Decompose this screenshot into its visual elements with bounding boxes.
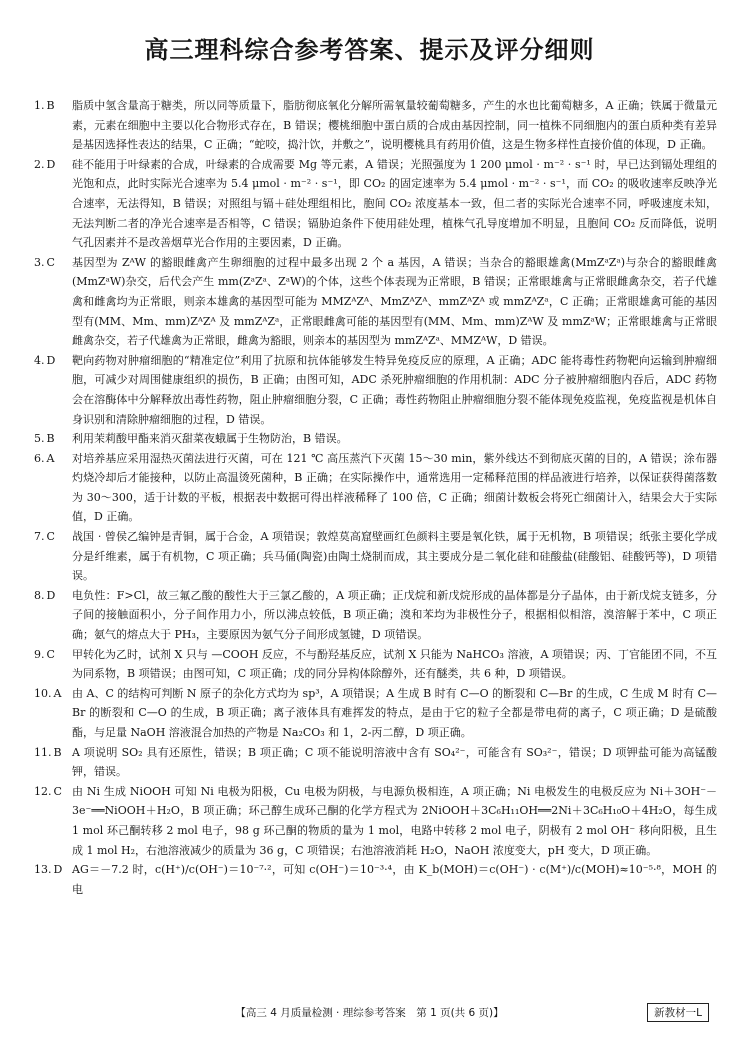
answer-item [34,351,717,429]
answer-item [34,527,717,586]
answer-head [34,449,72,527]
question-number: 11. [34,745,52,759]
answer-head [34,684,72,743]
answer-letter: C [46,530,55,544]
answer-item [34,743,717,782]
answer-item [34,586,717,645]
answer-explanation: 硅不能用于叶绿素的合成，叶绿素的合成需要 Mg 等元素，A 错误；光照强度为 1 200 μmol · m⁻² · s⁻¹ 时，早已达到镉处理组的光饱和点，此时实际光合速率为 5.4 μmol · m⁻² · s⁻¹，即 CO₂ 的固定速率为 5.4 μmol · m⁻² · s⁻¹，而 CO₂ 的吸收速率反映净光合速率，无法得知，B 错误；对照组与镉＋硅处理组相比，胞间 CO₂ 浓度基本一致，但二者的实际光合速率不同，呼吸速度未知，无法判断二者的净光合速率是否相等，C 错误；镉胁迫条件下使用硅处理，植株气孔导度增加不明显，且胞间 CO₂ 反而降低，说明气孔因素并不是改善烟草光合作用的主要因素，D 正确。 [72,157,717,250]
answer-explanation: 利用茉莉酸甲酯来消灭甜菜夜蛾属于生物防治，B 错误。 [72,432,348,446]
answer-head [34,743,72,782]
answer-list [34,96,717,899]
answer-letter: B [46,432,55,446]
answer-head [34,155,72,253]
answer-item [34,684,717,743]
answer-item [34,449,717,527]
answer-item [34,782,717,860]
answer-letter: C [46,255,55,269]
answer-explanation: A 项说明 SO₂ 具有还原性，错误；B 项正确；C 项不能说明溶液中含有 SO₄²⁻，可能含有 SO₃²⁻，错误；D 项钾盐可能为高锰酸钾，错误。 [72,745,717,779]
answer-letter: D [46,353,56,367]
answer-letter: B [53,745,62,759]
question-number: 8. [34,588,45,602]
question-number: 5. [34,432,45,446]
answer-item [34,860,717,899]
answer-letter: D [46,588,56,602]
page-footer [0,1003,739,1021]
answer-explanation: 由 A、C 的结构可判断 N 原子的杂化方式均为 sp³，A 项错误；A 生成 B 时有 C—O 的断裂和 C—Br 的生成，C 生成 M 时有 C—Br 的断裂和 C—O 的生成，B 项正确；离子液体具有难挥发的特点，是由于它的粒子全都是带电荷的离子，C 项正确；D 是硫酸酯，与足量 NaOH 溶液混合加热的产物是 Na₂CO₃ 和 1，2-丙二醇，D 项正确。 [72,686,717,739]
answer-item [34,429,717,449]
question-number: 9. [34,647,45,661]
question-number: 7. [34,530,45,544]
answer-head [34,782,72,860]
answer-head [34,586,72,645]
answer-letter: A [53,686,62,700]
question-number: 12. [34,784,52,798]
answer-explanation: 由 Ni 生成 NiOOH 可知 Ni 电极为阳极，Cu 电极为阴极，与电源负极相连，A 项正确；Ni 电极发生的电极反应为 Ni＋3OH⁻－3e⁻══NiOOH＋H₂O，B 项正确；环己醇生成环己酮的化学方程式为 2NiOOH＋3C₆H₁₁OH══2Ni＋3C₆H₁₀O＋4H₂O，每生成 1 mol 环己酮转移 2 mol 电子，98 g 环己酮的物质的量为 1 mol，电路中转移 2 mol 电子，阴极有 2 mol OH⁻ 移向阳极，且生成 1 mol H₂，右池溶液减少的质量为 36 g，C 项错误；右池溶液消耗 H₂O，NaOH 浓度变大，pH 变大，D 项正确。 [72,784,717,857]
question-number: 1. [34,99,45,112]
answer-explanation: 基因型为 ZᴬW 的豁眼雌禽产生卵细胞的过程中最多出现 2 个 a 基因，A 错误；当杂合的豁眼雄禽(MmZᵃZᵃ)与杂合的豁眼雌禽(MmZᵃW)杂交，后代会产生 mm(ZᵃZᵃ、ZᵃW)的个体，这些个体表现为正常眼，B 错误；正常眼雄禽与正常眼雌禽杂交，若子代雄禽和雌禽均为正常眼，则亲本雄禽的基因型可能为 MMZᴬZᴬ、MmZᴬZᴬ、mmZᴬZᴬ 或 mmZᴬZᵃ，C 正确；正常眼雄禽可能的基因型有(MM、Mm、mm)ZᴬZᴬ 及 mmZᴬZᵃ，正常眼雌禽可能的基因型有(MM、Mm、mm)ZᴬW 及 mmZᵃW；正常眼雄禽与正常眼雌禽杂交，若子代雄禽为正常眼，雌禽为豁眼，则亲本的基因型为 mmZᴬZᵃ、MMZᴬW，D 错误。 [72,255,717,348]
edition-tag: 新教材一L [647,1003,709,1022]
answer-head [34,96,72,155]
answer-head [34,860,72,899]
answer-letter: B [46,99,55,112]
question-number: 10. [34,686,52,700]
page-title: 高三理科综合参考答案、提示及评分细则 [144,36,595,64]
answer-letter: A [46,451,55,465]
answer-item [34,155,717,253]
answer-head [34,351,72,429]
answer-letter: D [46,157,56,171]
answer-letter: C [53,784,62,798]
footer-text: 【高三 4 月质量检测 · 理综参考答案 第 1 页(共 6 页)】 [235,1007,504,1019]
answer-item [34,253,717,351]
answer-explanation: 脂质中氢含量高于糖类，所以同等质量下，脂肪彻底氧化分解所需氧量较葡萄糖多，产生的水也比葡萄糖多，A 正确；铁属于微量元素，元素在细胞中主要以化合物形式存在，B 错误；樱桃细胞中蛋白质的合成由基因控制，同一植株不同细胞内的蛋白质种类有差异是基因选择性表达的结果，C 正确；“蛇咬，捣汁饮，并敷之”，说明樱桃具有药用价值，这是生物多样性直接价值的体现，D 正确。 [72,99,717,152]
question-number: 13. [34,863,52,877]
answer-letter: D [53,863,63,877]
question-number: 3. [34,255,45,269]
answer-head [34,253,72,351]
answer-explanation: 电负性：F>Cl，故三氟乙酸的酸性大于三氯乙酸的，A 项正确；正戊烷和新戊烷形成的晶体都是分子晶体，由于新戊烷支链多，分子间的接触面积小，分子间作用力小，所以沸点较低，B 项正确；溴和苯均为非极性分子，根据相似相溶，溴溶解于苯中，C 项正确；氨气的熔点大于 PH₃，主要原因为氨气分子间形成氢键，D 项错误。 [72,588,717,642]
question-number: 2. [34,157,45,171]
answer-head [34,527,72,586]
answer-head [34,429,72,449]
answer-item [34,645,717,684]
answer-explanation: 对培养基应采用湿热灭菌法进行灭菌，可在 121 ℃ 高压蒸汽下灭菌 15～30 min，紫外线达不到彻底灭菌的目的，A 错误；涂布器灼烧冷却后才能接种，以防止高温烫死菌种，B 正确；在实际操作中，通常选用一定稀释范围的样品液进行培养，以保证获得菌落数为 30～300，适于计数的平板，根据表中数据可得出样液稀释了 100 倍，C 正确；细菌计数板会将死亡细菌计入，结果会大于实际值，D 正确。 [72,451,717,524]
question-number: 4. [34,353,45,367]
answer-explanation: 战国 · 曾侯乙编钟是青铜，属于合金，A 项错误；敦煌莫高窟壁画红色颜料主要是氧化铁，属于无机物，B 项错误；纸张主要化学成分是纤维素，属于有机物，C 项正确；兵马俑(陶瓷)由陶土烧制而成，其主要成分是二氧化硅和硅酸盐(硅酸铝、硅酸钙等)，D 项错误。 [72,530,717,583]
answer-explanation: 甲转化为乙时，试剂 X 只与 —COOH 反应，不与酚羟基反应，试剂 X 只能为 NaHCO₃ 溶液，A 项错误；丙、丁官能团不同，不互为同系物，B 项错误；由图可知，C 项正确；戊的同分异构体除醇外，还有醚类，共 6 种，D 项错误。 [72,647,717,681]
answer-item [34,96,717,155]
question-number: 6. [34,451,45,465]
answer-explanation: 靶向药物对肿瘤细胞的“精准定位”利用了抗原和抗体能够发生特异免疫反应的原理，A 正确；ADC 能将毒性药物靶向运输到肿瘤细胞，可减少对周围健康组织的损伤，B 正确；由图可知，ADC 杀死肿瘤细胞的作用机制：ADC 分子被肿瘤细胞内吞后，ADC 药物会在溶酶体中分解释放出毒性药物，阻止肿瘤细胞分裂，C 正确；毒性药物阻止肿瘤细胞分裂不能体现免疫监视，免疫监视是机体自身识别和清除肿瘤细胞的过程，D 错误。 [72,353,717,426]
answer-head [34,645,72,684]
answer-explanation: AG＝－7.2 时，c(H⁺)/c(OH⁻)＝10⁻⁷·²，可知 c(OH⁻)＝10⁻³·⁴，由 K_b(MOH)＝c(OH⁻) · c(M⁺)/c(MOH)≈10⁻⁵·⁸，MOH 的电 [72,863,717,896]
answer-letter: C [46,647,55,661]
